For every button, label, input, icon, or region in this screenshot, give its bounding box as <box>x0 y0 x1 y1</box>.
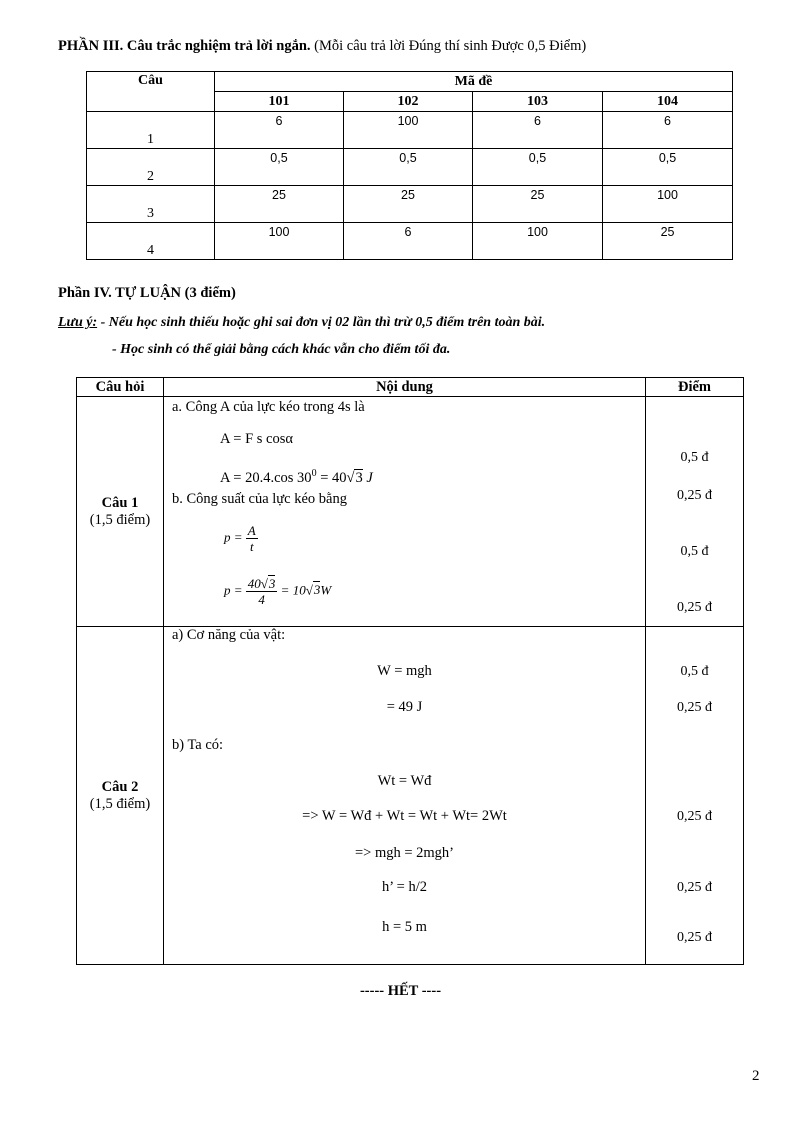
score: 0,25 đ <box>677 700 712 715</box>
q1-formula-2: A = 20.4.cos $30^0 = 40√3$ J <box>220 468 373 486</box>
q2-formula-6: h’ = h/2 <box>382 879 427 895</box>
q1-formula-1: A = F s cosα <box>220 431 293 447</box>
table-row <box>77 397 744 627</box>
note-label: Lưu ý: <box>58 315 98 330</box>
q1-formula-4: p = $\frac{40√3}{4}$ = 10√3W <box>224 576 332 607</box>
score: 0,25 đ <box>677 880 712 895</box>
score: 0,25 đ <box>677 930 712 945</box>
table-row <box>87 223 733 260</box>
score: 0,5 đ <box>680 544 709 559</box>
score: 0,25 đ <box>677 809 712 824</box>
part4-title: Phần IV. TỰ LUẬN (3 điểm) <box>58 285 236 301</box>
answer-cell: 100 <box>215 223 344 260</box>
answer-cell: 6 <box>344 223 473 260</box>
header-question: Câu <box>87 72 215 112</box>
answer-cell: 0,5 <box>344 149 473 186</box>
table-row <box>87 149 733 186</box>
answer-cell: 0,5 <box>603 149 733 186</box>
score: 0,5 đ <box>680 450 709 465</box>
q1-formula-3: p = $\frac{A}{t}$ <box>224 523 256 554</box>
page-number: 2 <box>752 1068 760 1084</box>
answer-cell: 6 <box>215 112 344 149</box>
code-102: 102 <box>344 92 473 112</box>
question-number: 2 <box>87 149 215 186</box>
header-content: Nội dung <box>164 378 646 397</box>
q2-formula-3: Wt = Wđ <box>377 773 432 789</box>
note-line-1: Lưu ý: - Nếu học sinh thiếu hoặc ghi sai đơn vị 02 lần thì trừ 0,5 điểm trên toàn bài. <box>58 315 546 330</box>
essay-table <box>76 377 744 965</box>
score: 0,25 đ <box>677 488 712 503</box>
answer-cell: 6 <box>603 112 733 149</box>
part3-title: PHẦN III. Câu trắc nghiệm trả lời ngắn. (Mỗi câu trả lời Đúng thí sinh Được 0,5 Điểm) <box>58 38 587 54</box>
answer-cell: 6 <box>473 112 603 149</box>
q2-formula-4: => W = Wđ + Wt = Wt + Wt= 2Wt <box>302 808 507 824</box>
question-2-label: Câu 2 (1,5 điểm) <box>77 627 164 965</box>
header-question: Câu hỏi <box>77 378 164 397</box>
question-1-label: Câu 1 (1,5 điểm) <box>77 397 164 627</box>
q2-formula-1: W = mgh <box>377 663 432 679</box>
answer-cell: 25 <box>215 186 344 223</box>
q2-line-a: a) Cơ năng của vật: <box>172 627 286 643</box>
answer-cell: 25 <box>473 186 603 223</box>
question-number: 4 <box>87 223 215 260</box>
question-2-content <box>164 627 646 965</box>
end-marker: ----- HẾT ---- <box>359 983 442 999</box>
table-row <box>77 627 744 965</box>
code-101: 101 <box>215 92 344 112</box>
answer-cell: 25 <box>603 223 733 260</box>
q1-line-a: a. Công A của lực kéo trong 4s là <box>172 399 365 415</box>
answer-cell: 100 <box>344 112 473 149</box>
answer-cell: 100 <box>603 186 733 223</box>
question-number: 3 <box>87 186 215 223</box>
question-2-scores <box>646 627 744 965</box>
answer-cell: 0,5 <box>473 149 603 186</box>
question-1-scores <box>646 397 744 627</box>
table-row <box>87 112 733 149</box>
table-row <box>87 186 733 223</box>
answer-cell: 25 <box>344 186 473 223</box>
note-line-2: - Học sinh có thể giải bằng cách khác vẫn cho điểm tối đa. <box>112 342 451 357</box>
question-number: 1 <box>87 112 215 149</box>
code-104: 104 <box>603 92 733 112</box>
score: 0,5 đ <box>680 664 709 679</box>
q2-formula-7: h = 5 m <box>382 919 427 935</box>
answer-cell: 0,5 <box>215 149 344 186</box>
answer-table <box>86 71 733 260</box>
header-code: Mã đề <box>215 72 733 92</box>
code-103: 103 <box>473 92 603 112</box>
answer-cell: 100 <box>473 223 603 260</box>
question-1-content <box>164 397 646 627</box>
q1-line-b: b. Công suất của lực kéo bằng <box>172 491 347 507</box>
q2-line-b: b) Ta có: <box>172 737 224 753</box>
q2-formula-5: => mgh = 2mgh’ <box>354 845 455 861</box>
q2-formula-2: = 49 J <box>386 699 423 715</box>
score: 0,25 đ <box>677 600 712 615</box>
header-score: Điểm <box>646 378 744 397</box>
